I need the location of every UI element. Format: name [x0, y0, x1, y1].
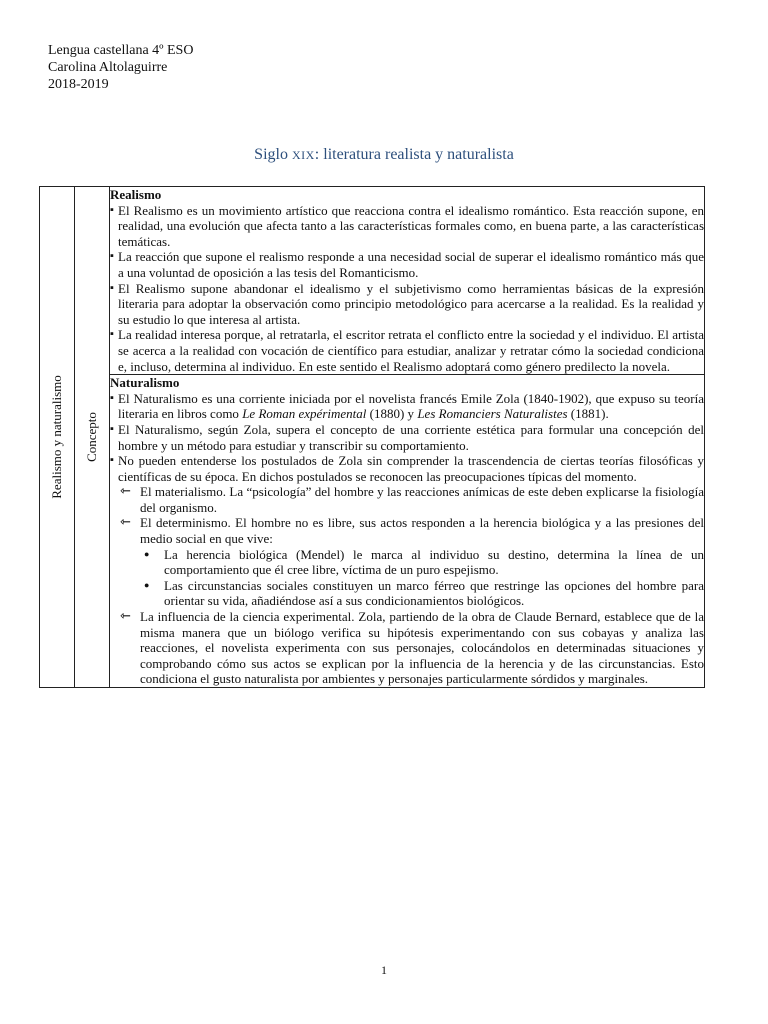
realismo-list: [110, 203, 704, 375]
naturalismo-cell: [110, 375, 705, 688]
list-item: ▪ No pueden entenderse los postulados de Zola sin comprender la trascendencia de ciertas teorías filosóficas y científicas de su época. En dichos postulados se reconocen las preocupaciones típicas del momento.: [110, 453, 704, 484]
page-number: 1: [381, 963, 387, 977]
list-item: ▪ El Realismo supone abandonar el idealismo y el subjetivismo como herramientas básicas de la expresión literaria para adoptar la observación como principio metodológico para acercarse a la realidad. Es la realidad y su estudio lo que interesa al artista.: [110, 281, 704, 328]
text-span: (1880) y: [366, 406, 418, 422]
course-line: Lengua castellana 4º ESO: [48, 43, 194, 58]
list-item: ▪ El Realismo es un movimiento artístico que reacciona contra el idealismo romántico. Esta reacción supone, en realidad, una evolución que afecta tanto a las características formales como, en buena parte, a las características temáticas.: [110, 203, 704, 250]
year-line: 2018-2019: [48, 77, 109, 92]
page-title: [0, 146, 768, 164]
concept-label: Concepto: [84, 412, 99, 462]
text-span: (1881).: [567, 406, 609, 422]
title-suffix: : literatura realista y naturalista: [314, 146, 514, 163]
concept-cell: [75, 187, 110, 688]
realismo-title: Realismo: [110, 187, 162, 202]
list-item: ▪ La reacción que supone el realismo responde a una necesidad social de superar el idealismo romántico más que a una voluntad de oposición a las tesis del Romanticismo.: [110, 249, 704, 280]
realismo-cell: [110, 187, 705, 375]
postulados-list: [120, 484, 704, 687]
topic-label: Realismo y naturalismo: [49, 375, 64, 499]
text-span: El Naturalismo es una corriente iniciada por el novelista francés Emile Zola (1840-1902), que expuso su teoría literaria en libros como: [118, 390, 704, 422]
topic-cell: [40, 187, 75, 688]
naturalismo-list: [110, 391, 704, 485]
list-item: ▪ La realidad interesa porque, al retratarla, el escritor retrata el conflicto entre la sociedad y el individuo. El artista se acerca a la realidad con vocación de científico para estudiar, analizar y retratar cómo la sociedad condiciona e, incluso, determina al individuo. En este sentido el Realismo adoptará como género predilecto la novela.: [110, 327, 704, 374]
title-prefix: Siglo: [254, 146, 292, 163]
list-item: [120, 515, 704, 609]
naturalismo-title: Naturalismo: [110, 375, 180, 391]
list-item: ▪ El Naturalismo, según Zola, supera el concepto de una corriente estética para formular una concepción del hombre y un método para estudiar y transcribir su comportamiento.: [110, 422, 704, 453]
list-item: ● Las circunstancias sociales constituyen un marco férreo que restringe las opciones del hombre para orientar su vida, añadiéndose así a sus condicionamientos biológicos.: [140, 578, 704, 609]
content-table: [39, 186, 705, 688]
document-header: [48, 42, 193, 93]
author-line: Carolina Altolaguirre: [48, 60, 168, 75]
determinismo-list: [140, 547, 704, 609]
list-item: ⇽ El materialismo. La “psicología” del hombre y las reacciones anímicas de este deben explicarse la fisiología del organismo.: [120, 484, 704, 515]
determinismo-text: ⇽ El determinismo. El hombre no es libre, sus actos responden a la herencia biológica y a las presiones del medio social en que vive:: [140, 515, 704, 547]
list-item: ● La herencia biológica (Mendel) le marca al individuo su destino, determina la línea de un comportamiento que él cree libre, víctima de un puro espejismo.: [140, 547, 704, 578]
book-title: Les Romanciers Naturalistes: [417, 406, 568, 422]
list-item: ⇽ La influencia de la ciencia experimental. Zola, partiendo de la obra de Claude Bernard, establece que de la misma manera que un biólogo verifica su hipótesis experimentando con sus cobayas y analiza las reacciones, el novelista experimenta con sus personajes, colocándolos en determinadas situaciones y comprobando cómo sus actos se explican por la influencia de la herencia y de las circunstancias. Esto condiciona el gusto naturalista por ambientes y personajes particularmente sórdidos y marginales.: [120, 609, 704, 687]
book-title: Le Roman expérimental: [242, 406, 367, 422]
list-item: [110, 391, 704, 422]
title-century: XIX: [291, 148, 315, 162]
